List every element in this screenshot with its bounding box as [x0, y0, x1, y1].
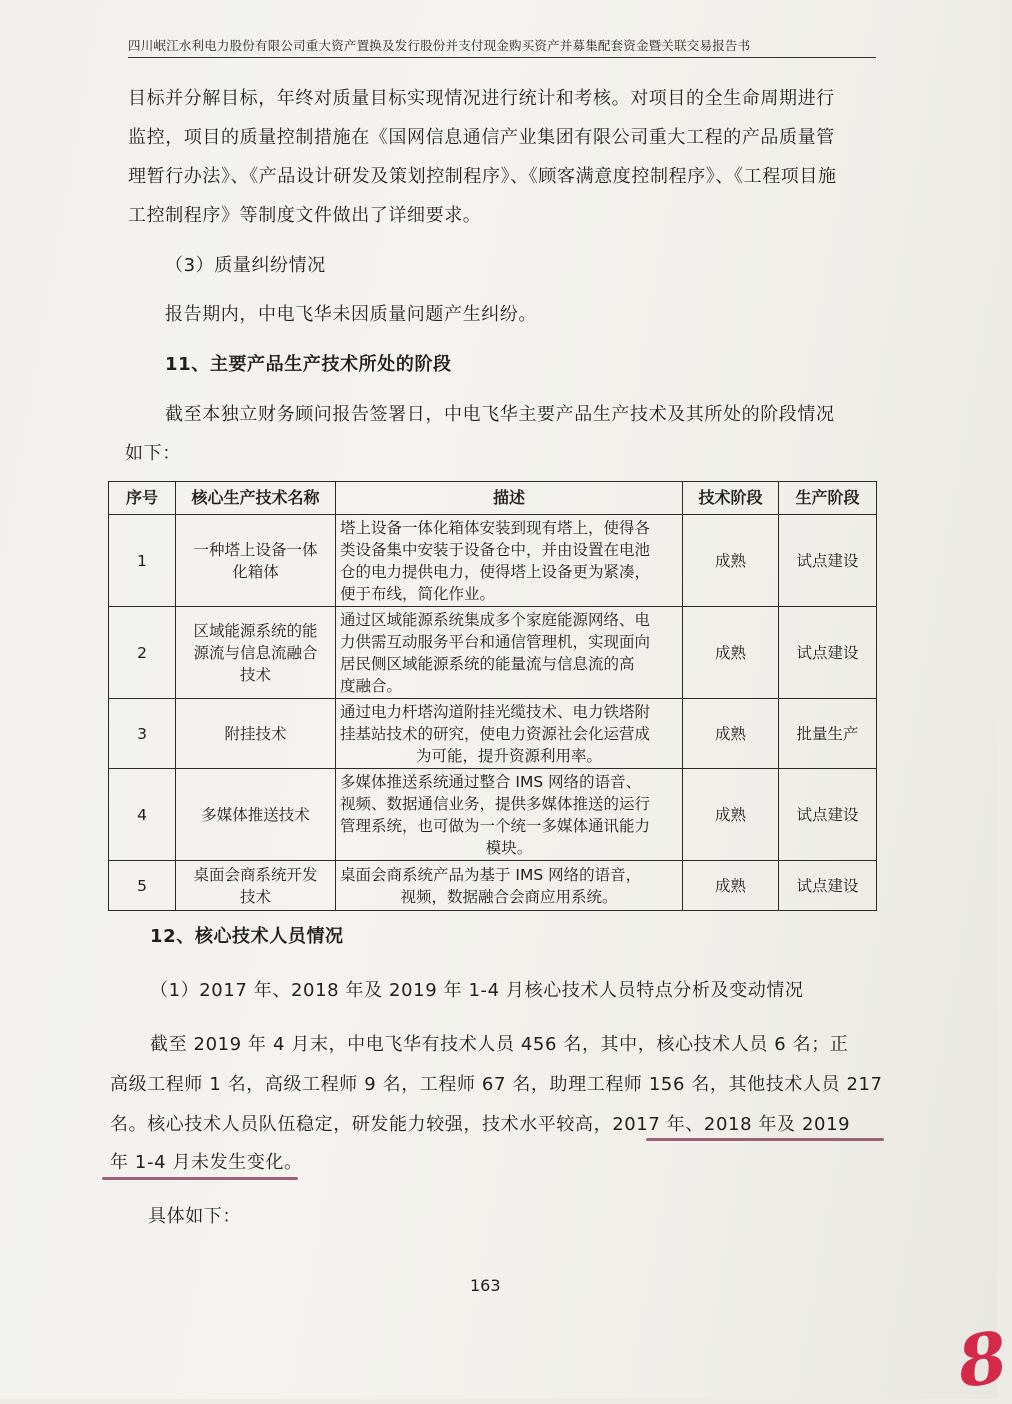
- table-row: [109, 861, 877, 911]
- cell-name: [176, 607, 336, 699]
- cell-no: 3: [109, 699, 176, 769]
- cell-desc: [336, 861, 683, 911]
- cell-no: 1: [109, 515, 176, 607]
- cell-line: 附挂技术: [224, 724, 287, 743]
- subsection-title: （1）2017 年、2018 年及 2019 年 1-4 月核心技术人员特点分析及变动情况: [150, 980, 804, 1001]
- cell-prod-stage: 试点建设: [779, 607, 877, 699]
- paragraph-line: 高级工程师 1 名，高级工程师 9 名，工程师 67 名，助理工程师 156 名，其他技术人员 217: [110, 1074, 883, 1095]
- table-header-row: [109, 482, 877, 515]
- paragraph-line: 目标并分解目标，年终对质量目标实现情况进行统计和考核。对项目的全生命周期进行: [128, 88, 835, 109]
- cell-line: 桌面会商系统产品为基于 IMS 网络的语音，: [340, 865, 642, 884]
- cell-line: 力供需互动服务平台和通信管理机，实现面向: [340, 632, 651, 651]
- paragraph-line: 截至本独立财务顾问报告签署日，中电飞华主要产品生产技术及其所处的阶段情况: [165, 404, 835, 425]
- cell-line: 便于布线，简化作业。: [340, 584, 496, 603]
- cell-line: 视频，数据融合会商应用系统。: [400, 887, 618, 906]
- cell-line: 塔上设备一体化箱体安装到现有塔上，使得各: [340, 518, 651, 537]
- paragraph-line: 具体如下：: [148, 1206, 241, 1227]
- col-header-tech-stage: 技术阶段: [683, 482, 779, 515]
- paragraph-line: 截至 2019 年 4 月末，中电飞华有技术人员 456 名，其中，核心技术人员 6 名；正: [150, 1034, 849, 1055]
- cell-no: 5: [109, 861, 176, 911]
- cell-line: 通过电力杆塔沟道附挂光缆技术、电力铁塔附: [340, 702, 651, 721]
- paragraph-line: 报告期内，中电飞华未因质量问题产生纠纷。: [165, 304, 537, 325]
- cell-tech-stage: 成熟: [683, 769, 779, 861]
- cell-line: 桌面会商系统开发: [193, 865, 318, 884]
- table-row: [109, 769, 877, 861]
- section-heading-11: 11、主要产品生产技术所处的阶段: [165, 354, 452, 375]
- handwritten-mark: 8: [952, 1315, 1012, 1404]
- cell-prod-stage: 批量生产: [779, 699, 877, 769]
- cell-name: [176, 769, 336, 861]
- cell-prod-stage: 试点建设: [779, 515, 877, 607]
- cell-line: 模块。: [485, 838, 533, 857]
- paragraph-line: 理暂行办法》、《产品设计研发及策划控制程序》、《顾客满意度控制程序》、《工程项目施: [128, 166, 837, 187]
- cell-line: 仓的电力提供电力，使得塔上设备更为紧凑，: [340, 562, 651, 581]
- cell-prod-stage: 试点建设: [779, 769, 877, 861]
- paragraph-line: 监控，项目的质量控制措施在《国网信息通信产业集团有限公司重大工程的产品质量管: [128, 127, 835, 148]
- cell-line: 技术: [239, 887, 271, 906]
- cell-line: 多媒体推送系统通过整合 IMS 网络的语音、: [340, 772, 642, 791]
- cell-line: 管理系统，也可做为一个统一多媒体通讯能力: [340, 816, 651, 835]
- cell-tech-stage: 成熟: [683, 699, 779, 769]
- table-row: [109, 699, 877, 769]
- paragraph-line: 如下：: [125, 443, 181, 464]
- cell-no: 2: [109, 607, 176, 699]
- cell-tech-stage: 成熟: [683, 515, 779, 607]
- handwritten-underline: [646, 1138, 884, 1141]
- subsection-title: （3）质量纠纷情况: [165, 255, 326, 276]
- paragraph-line: 名。核心技术人员队伍稳定，研发能力较强，技术水平较高，2017 年、2018 年及 2019: [110, 1114, 851, 1135]
- cell-line: 多媒体推送技术: [201, 805, 310, 824]
- page-number: 163: [470, 1276, 501, 1295]
- table-row: [109, 515, 877, 607]
- cell-tech-stage: 成熟: [683, 607, 779, 699]
- cell-line: 技术: [239, 665, 271, 684]
- cell-desc: [336, 607, 683, 699]
- cell-desc: [336, 769, 683, 861]
- col-header-name: 核心生产技术名称: [176, 482, 336, 515]
- col-header-no: 序号: [109, 482, 176, 515]
- cell-desc: [336, 699, 683, 769]
- cell-prod-stage: 试点建设: [779, 861, 877, 911]
- cell-line: 视频、数据通信业务，提供多媒体推送的运行: [340, 794, 651, 813]
- cell-line: 度融合。: [340, 676, 403, 695]
- cell-name: [176, 861, 336, 911]
- technology-stage-table: [108, 481, 877, 911]
- cell-name: [176, 699, 336, 769]
- cell-line: 化箱体: [232, 562, 279, 581]
- cell-no: 4: [109, 769, 176, 861]
- cell-line: 区域能源系统的能: [193, 621, 318, 640]
- cell-line: 通过区域能源系统集成多个家庭能源网络、电: [340, 610, 651, 629]
- cell-desc: [336, 515, 683, 607]
- col-header-desc: 描述: [336, 482, 683, 515]
- section-heading-12: 12、核心技术人员情况: [150, 926, 344, 947]
- paragraph-line: 工控制程序》等制度文件做出了详细要求。: [128, 205, 482, 226]
- cell-line: 源流与信息流融合: [193, 643, 318, 662]
- cell-line: 一种塔上设备一体: [193, 540, 318, 559]
- cell-line: 类设备集中安装于设备仓中，并由设置在电池: [340, 540, 651, 559]
- cell-line: 挂基站技术的研究，使电力资源社会化运营成: [340, 724, 651, 743]
- running-header: 四川岷江水利电力股份有限公司重大资产置换及发行股份并支付现金购买资产并募集配套资金暨关联交易报告书: [128, 36, 876, 58]
- paragraph-line: 年 1-4 月未发生变化。: [110, 1152, 303, 1173]
- table-row: [109, 607, 877, 699]
- cell-tech-stage: 成熟: [683, 861, 779, 911]
- col-header-prod-stage: 生产阶段: [779, 482, 877, 515]
- cell-line: 居民侧区域能源系统的能量流与信息流的高: [340, 654, 635, 673]
- handwritten-underline: [102, 1177, 298, 1180]
- cell-name: [176, 515, 336, 607]
- cell-line: 为可能，提升资源利用率。: [415, 746, 602, 765]
